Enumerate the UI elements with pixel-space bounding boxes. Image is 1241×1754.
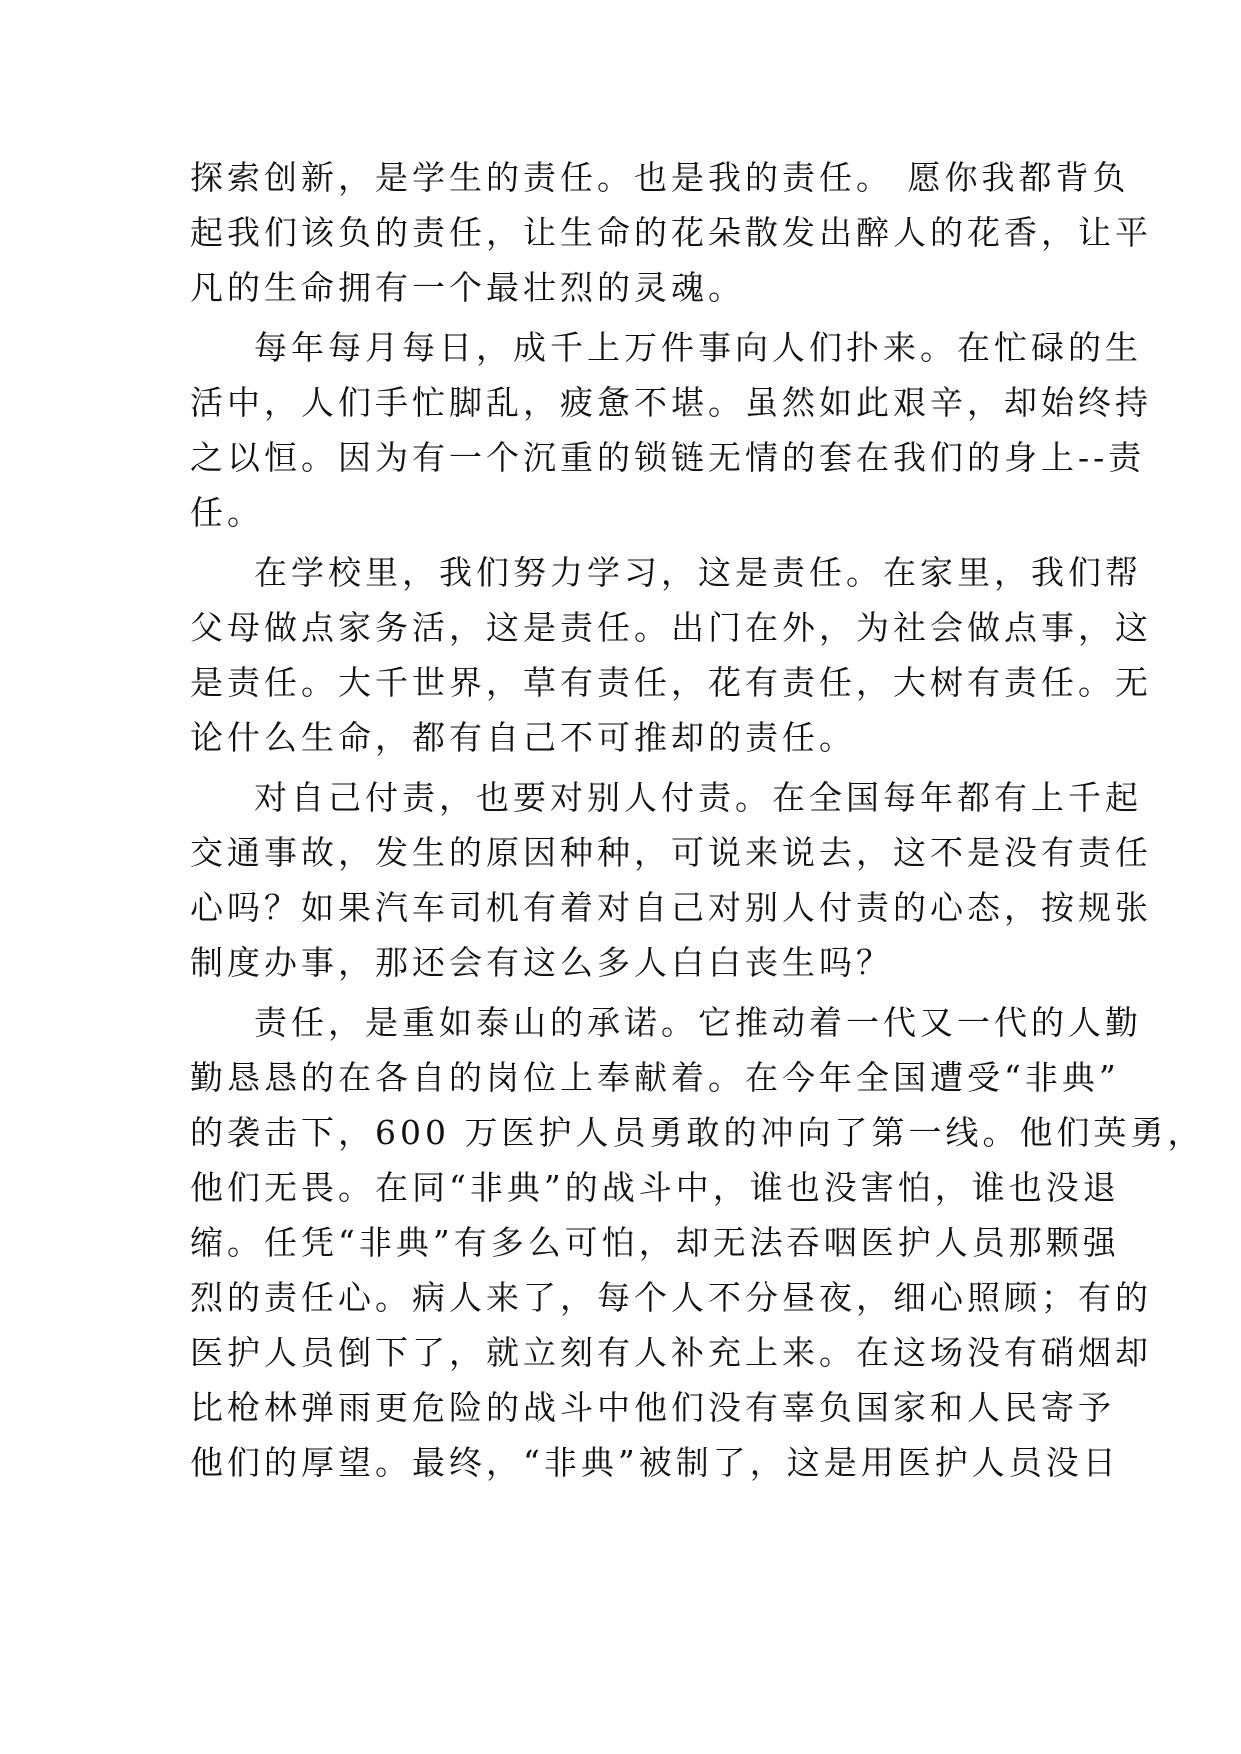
- text-line: 比枪林弹雨更危险的战斗中他们没有辜负国家和人民寄予: [190, 1388, 1115, 1427]
- text-line: 活中，人们手忙脚乱，疲惫不堪。虽然如此艰辛，却始终持: [190, 383, 1152, 422]
- text-line: 父母做点家务活，这是责任。出门在外，为社会做点事，这: [190, 608, 1152, 647]
- text-line: 凡的生命拥有一个最壮烈的灵魂。: [190, 268, 745, 307]
- text-line: 缩。任凭“非典”有多么可怕，却无法吞咽医护人员那颗强: [190, 1223, 1120, 1262]
- text-line: 任。: [190, 493, 264, 532]
- text-line: 探索创新，是学生的责任。也是我的责任。 愿你我都背负: [190, 158, 1130, 197]
- text-line: 起我们该负的责任，让生命的花朵散发出醉人的花香，让平: [190, 213, 1152, 252]
- paragraph-start-line: 每年每月每日，成千上万件事向人们扑来。在忙碌的生: [254, 328, 1142, 367]
- paragraph-start-line: 对自己付责，也要对别人付责。在全国每年都有上千起: [254, 778, 1142, 817]
- text-line: 他们的厚望。最终，“非典”被制了，这是用医护人员没日: [190, 1443, 1120, 1482]
- text-line: 医护人员倒下了，就立刻有人补充上来。在这场没有硝烟却: [190, 1333, 1152, 1372]
- text-line: 勤恳恳的在各自的岗位上奉献着。在今年全国遭受“非典”: [190, 1058, 1120, 1097]
- text-line: 制度办事，那还会有这么多人白白丧生吗？: [190, 943, 893, 982]
- text-line: 烈的责任心。病人来了，每个人不分昼夜，细心照顾；有的: [190, 1278, 1152, 1317]
- text-line: 论什么生命，都有自己不可推却的责任。: [190, 718, 856, 757]
- paragraph-start-line: 在学校里，我们努力学习，这是责任。在家里，我们帮: [254, 553, 1142, 592]
- text-line: 的袭击下，600 万医护人员勇敢的冲向了第一线。他们英勇，: [190, 1113, 1205, 1152]
- text-line: 之以恒。因为有一个沉重的锁链无情的套在我们的身上--责: [190, 438, 1146, 477]
- text-line: 是责任。大千世界，草有责任，花有责任，大树有责任。无: [190, 663, 1152, 702]
- text-line: 交通事故，发生的原因种种，可说来说去，这不是没有责任: [190, 833, 1152, 872]
- paragraph-start-line: 责任，是重如泰山的承诺。它推动着一代又一代的人勤: [254, 1003, 1142, 1042]
- text-line: 心吗？如果汽车司机有着对自己对别人付责的心态，按规张: [190, 888, 1152, 927]
- text-line: 他们无畏。在同“非典”的战斗中，谁也没害怕，谁也没退: [190, 1168, 1120, 1207]
